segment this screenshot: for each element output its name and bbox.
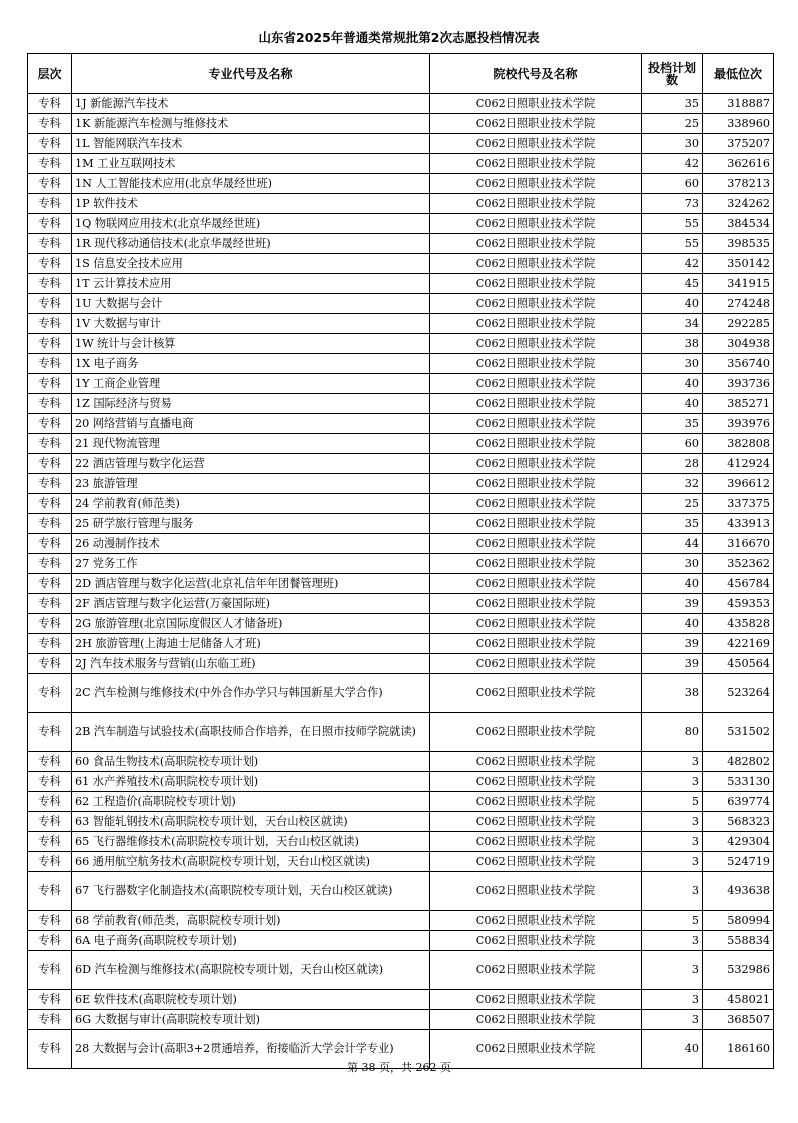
table-row [28,334,774,354]
admission-table [27,53,774,1069]
cell-plan: 39 [642,594,703,614]
header-plan: 投档计划数 [642,54,703,94]
cell-plan: 60 [642,174,703,194]
table-row [28,394,774,414]
cell-plan: 3 [642,852,703,872]
table-row [28,674,774,713]
cell-school: C062日照职业技术学院 [430,1010,642,1030]
cell-plan: 28 [642,454,703,474]
cell-plan: 44 [642,534,703,554]
table-row [28,494,774,514]
cell-plan: 40 [642,574,703,594]
cell-plan: 45 [642,274,703,294]
cell-level: 专科 [28,354,72,374]
cell-major: 1K 新能源汽车检测与维修技术 [72,114,430,134]
table-row [28,454,774,474]
cell-min-rank: 341915 [703,274,774,294]
cell-min-rank: 378213 [703,174,774,194]
cell-level: 专科 [28,772,72,792]
cell-level: 专科 [28,194,72,214]
cell-plan: 38 [642,334,703,354]
cell-major: 20 网络营销与直播电商 [72,414,430,434]
cell-plan: 3 [642,812,703,832]
cell-school: C062日照职业技术学院 [430,434,642,454]
cell-min-rank: 324262 [703,194,774,214]
cell-school: C062日照职业技术学院 [430,713,642,752]
cell-min-rank: 456784 [703,574,774,594]
cell-plan: 35 [642,414,703,434]
cell-school: C062日照职业技术学院 [430,294,642,314]
cell-school: C062日照职业技术学院 [430,114,642,134]
cell-major: 1L 智能网联汽车技术 [72,134,430,154]
cell-plan: 5 [642,792,703,812]
cell-plan: 55 [642,214,703,234]
cell-major: 61 水产养殖技术(高职院校专项计划) [72,772,430,792]
cell-min-rank: 433913 [703,514,774,534]
cell-school: C062日照职业技术学院 [430,214,642,234]
cell-major: 1N 人工智能技术应用(北京华晟经世班) [72,174,430,194]
cell-plan: 60 [642,434,703,454]
cell-major: 67 飞行器数字化制造技术(高职院校专项计划，天台山校区就读) [72,872,430,911]
cell-major: 25 研学旅行管理与服务 [72,514,430,534]
cell-plan: 35 [642,94,703,114]
cell-min-rank: 580994 [703,911,774,931]
cell-major: 1W 统计与会计核算 [72,334,430,354]
table-body [28,94,774,1069]
table-row [28,832,774,852]
cell-school: C062日照职业技术学院 [430,852,642,872]
cell-min-rank: 356740 [703,354,774,374]
cell-major: 66 通用航空航务技术(高职院校专项计划，天台山校区就读) [72,852,430,872]
cell-plan: 73 [642,194,703,214]
cell-level: 专科 [28,274,72,294]
cell-school: C062日照职业技术学院 [430,594,642,614]
cell-level: 专科 [28,514,72,534]
cell-level: 专科 [28,812,72,832]
table-row [28,274,774,294]
cell-min-rank: 352362 [703,554,774,574]
cell-school: C062日照职业技术学院 [430,554,642,574]
table-row [28,194,774,214]
cell-school: C062日照职业技术学院 [430,990,642,1010]
cell-school: C062日照职业技术学院 [430,254,642,274]
cell-school: C062日照职业技术学院 [430,911,642,931]
table-row [28,134,774,154]
cell-major: 1Z 国际经济与贸易 [72,394,430,414]
cell-school: C062日照职业技术学院 [430,494,642,514]
cell-major: 68 学前教育(师范类，高职院校专项计划) [72,911,430,931]
cell-plan: 3 [642,1010,703,1030]
cell-min-rank: 338960 [703,114,774,134]
cell-level: 专科 [28,214,72,234]
table-row [28,594,774,614]
cell-plan: 3 [642,951,703,990]
cell-plan: 40 [642,1030,703,1069]
cell-min-rank: 318887 [703,94,774,114]
cell-school: C062日照职业技术学院 [430,931,642,951]
cell-min-rank: 422169 [703,634,774,654]
table-row [28,812,774,832]
cell-min-rank: 482802 [703,752,774,772]
cell-plan: 3 [642,772,703,792]
cell-school: C062日照职业技术学院 [430,374,642,394]
cell-level: 专科 [28,314,72,334]
cell-school: C062日照职业技术学院 [430,174,642,194]
cell-min-rank: 337375 [703,494,774,514]
cell-major: 22 酒店管理与数字化运营 [72,454,430,474]
cell-level: 专科 [28,574,72,594]
cell-major: 1R 现代移动通信技术(北京华晟经世班) [72,234,430,254]
cell-major: 2J 汽车技术服务与营销(山东临工班) [72,654,430,674]
cell-level: 专科 [28,94,72,114]
table-row [28,374,774,394]
cell-major: 2C 汽车检测与维修技术(中外合作办学只与韩国新星大学合作) [72,674,430,713]
table-row [28,990,774,1010]
cell-level: 专科 [28,852,72,872]
cell-plan: 80 [642,713,703,752]
cell-min-rank: 186160 [703,1030,774,1069]
cell-major: 1Y 工商企业管理 [72,374,430,394]
cell-min-rank: 523264 [703,674,774,713]
cell-school: C062日照职业技术学院 [430,654,642,674]
cell-level: 专科 [28,374,72,394]
header-major: 专业代号及名称 [72,54,430,94]
table-row [28,634,774,654]
table-row [28,434,774,454]
cell-school: C062日照职业技术学院 [430,674,642,713]
table-row [28,474,774,494]
cell-min-rank: 533130 [703,772,774,792]
cell-plan: 25 [642,114,703,134]
cell-plan: 40 [642,374,703,394]
cell-school: C062日照职业技术学院 [430,1030,642,1069]
cell-school: C062日照职业技术学院 [430,634,642,654]
cell-level: 专科 [28,474,72,494]
table-row [28,911,774,931]
cell-major: 6D 汽车检测与维修技术(高职院校专项计划，天台山校区就读) [72,951,430,990]
cell-school: C062日照职业技术学院 [430,792,642,812]
cell-level: 专科 [28,931,72,951]
table-row [28,314,774,334]
cell-major: 2D 酒店管理与数字化运营(北京礼信年年团餐管理班) [72,574,430,594]
cell-level: 专科 [28,554,72,574]
table-row [28,614,774,634]
table-row [28,354,774,374]
cell-min-rank: 385271 [703,394,774,414]
cell-major: 2F 酒店管理与数字化运营(万豪国际班) [72,594,430,614]
cell-school: C062日照职业技术学院 [430,154,642,174]
cell-level: 专科 [28,334,72,354]
cell-min-rank: 362616 [703,154,774,174]
cell-school: C062日照职业技术学院 [430,314,642,334]
cell-school: C062日照职业技术学院 [430,772,642,792]
cell-min-rank: 493638 [703,872,774,911]
cell-major: 28 大数据与会计(高职3+2贯通培养，衔接临沂大学会计学专业) [72,1030,430,1069]
cell-plan: 55 [642,234,703,254]
table-row [28,713,774,752]
cell-major: 60 食品生物技术(高职院校专项计划) [72,752,430,772]
cell-level: 专科 [28,434,72,454]
cell-plan: 34 [642,314,703,334]
cell-major: 23 旅游管理 [72,474,430,494]
cell-min-rank: 382808 [703,434,774,454]
page-title: 山东省2025年普通类常规批第2次志愿投档情况表 [258,30,540,45]
cell-level: 专科 [28,951,72,990]
cell-min-rank: 568323 [703,812,774,832]
table-row [28,872,774,911]
cell-school: C062日照职业技术学院 [430,134,642,154]
cell-major: 65 飞行器维修技术(高职院校专项计划，天台山校区就读) [72,832,430,852]
cell-min-rank: 368507 [703,1010,774,1030]
table-row [28,752,774,772]
table-row [28,574,774,594]
cell-school: C062日照职业技术学院 [430,194,642,214]
cell-major: 1V 大数据与审计 [72,314,430,334]
cell-plan: 40 [642,614,703,634]
cell-min-rank: 350142 [703,254,774,274]
table-row [28,414,774,434]
cell-plan: 40 [642,294,703,314]
cell-min-rank: 524719 [703,852,774,872]
table-row [28,951,774,990]
table-row [28,772,774,792]
cell-plan: 30 [642,554,703,574]
cell-school: C062日照职业技术学院 [430,474,642,494]
cell-level: 专科 [28,832,72,852]
cell-level: 专科 [28,792,72,812]
cell-plan: 35 [642,514,703,534]
cell-school: C062日照职业技术学院 [430,414,642,434]
cell-min-rank: 458021 [703,990,774,1010]
cell-min-rank: 639774 [703,792,774,812]
cell-level: 专科 [28,654,72,674]
cell-level: 专科 [28,752,72,772]
table-row [28,1010,774,1030]
table-row [28,174,774,194]
cell-school: C062日照职业技术学院 [430,951,642,990]
cell-min-rank: 375207 [703,134,774,154]
cell-major: 24 学前教育(师范类) [72,494,430,514]
cell-level: 专科 [28,534,72,554]
table-row [28,554,774,574]
header-school: 院校代号及名称 [430,54,642,94]
cell-major: 62 工程造价(高职院校专项计划) [72,792,430,812]
cell-min-rank: 558834 [703,931,774,951]
cell-min-rank: 384534 [703,214,774,234]
cell-plan: 25 [642,494,703,514]
cell-level: 专科 [28,713,72,752]
cell-school: C062日照职业技术学院 [430,574,642,594]
cell-min-rank: 412924 [703,454,774,474]
cell-level: 专科 [28,154,72,174]
cell-level: 专科 [28,494,72,514]
cell-plan: 42 [642,254,703,274]
cell-level: 专科 [28,394,72,414]
cell-major: 21 现代物流管理 [72,434,430,454]
cell-min-rank: 435828 [703,614,774,634]
cell-plan: 38 [642,674,703,713]
cell-min-rank: 429304 [703,832,774,852]
cell-plan: 5 [642,911,703,931]
cell-major: 1T 云计算技术应用 [72,274,430,294]
cell-school: C062日照职业技术学院 [430,812,642,832]
page-footer: 第 38 页，共 262 页 [347,1061,451,1074]
cell-plan: 3 [642,990,703,1010]
table-row [28,514,774,534]
cell-plan: 40 [642,394,703,414]
cell-school: C062日照职业技术学院 [430,354,642,374]
table-row [28,852,774,872]
cell-major: 6G 大数据与审计(高职院校专项计划) [72,1010,430,1030]
cell-major: 6E 软件技术(高职院校专项计划) [72,990,430,1010]
cell-major: 1M 工业互联网技术 [72,154,430,174]
cell-level: 专科 [28,594,72,614]
cell-level: 专科 [28,234,72,254]
cell-plan: 3 [642,752,703,772]
cell-min-rank: 292285 [703,314,774,334]
cell-min-rank: 398535 [703,234,774,254]
cell-level: 专科 [28,990,72,1010]
cell-school: C062日照职业技术学院 [430,394,642,414]
cell-major: 2G 旅游管理(北京国际度假区人才储备班) [72,614,430,634]
table-row [28,931,774,951]
cell-plan: 3 [642,872,703,911]
table-row [28,792,774,812]
cell-plan: 39 [642,634,703,654]
cell-level: 专科 [28,1030,72,1069]
table-row [28,294,774,314]
cell-level: 专科 [28,872,72,911]
cell-plan: 32 [642,474,703,494]
cell-school: C062日照职业技术学院 [430,94,642,114]
cell-school: C062日照职业技术学院 [430,454,642,474]
cell-level: 专科 [28,911,72,931]
cell-major: 1S 信息安全技术应用 [72,254,430,274]
cell-school: C062日照职业技术学院 [430,514,642,534]
cell-plan: 39 [642,654,703,674]
cell-plan: 30 [642,134,703,154]
table-row [28,94,774,114]
cell-school: C062日照职业技术学院 [430,274,642,294]
cell-school: C062日照职业技术学院 [430,832,642,852]
cell-school: C062日照职业技术学院 [430,234,642,254]
cell-school: C062日照职业技术学院 [430,534,642,554]
cell-min-rank: 532986 [703,951,774,990]
cell-level: 专科 [28,294,72,314]
cell-level: 专科 [28,114,72,134]
cell-school: C062日照职业技术学院 [430,614,642,634]
table-row [28,214,774,234]
header-level: 层次 [28,54,72,94]
cell-major: 1J 新能源汽车技术 [72,94,430,114]
cell-level: 专科 [28,174,72,194]
cell-major: 27 党务工作 [72,554,430,574]
cell-school: C062日照职业技术学院 [430,872,642,911]
cell-plan: 42 [642,154,703,174]
cell-min-rank: 396612 [703,474,774,494]
cell-major: 6A 电子商务(高职院校专项计划) [72,931,430,951]
cell-major: 1X 电子商务 [72,354,430,374]
cell-min-rank: 393736 [703,374,774,394]
cell-level: 专科 [28,254,72,274]
cell-min-rank: 459353 [703,594,774,614]
cell-min-rank: 274248 [703,294,774,314]
cell-major: 1U 大数据与会计 [72,294,430,314]
cell-level: 专科 [28,614,72,634]
cell-level: 专科 [28,454,72,474]
cell-level: 专科 [28,634,72,654]
cell-plan: 30 [642,354,703,374]
cell-min-rank: 450564 [703,654,774,674]
table-header-row [28,54,774,94]
cell-major: 1Q 物联网应用技术(北京华晟经世班) [72,214,430,234]
cell-plan: 3 [642,832,703,852]
cell-major: 63 智能轧钢技术(高职院校专项计划，天台山校区就读) [72,812,430,832]
cell-level: 专科 [28,674,72,713]
cell-major: 2H 旅游管理(上海迪士尼储备人才班) [72,634,430,654]
header-min-rank: 最低位次 [703,54,774,94]
table-row [28,654,774,674]
cell-major: 1P 软件技术 [72,194,430,214]
cell-min-rank: 316670 [703,534,774,554]
cell-level: 专科 [28,134,72,154]
table-row [28,254,774,274]
cell-min-rank: 531502 [703,713,774,752]
cell-school: C062日照职业技术学院 [430,334,642,354]
table-row [28,154,774,174]
cell-min-rank: 304938 [703,334,774,354]
cell-plan: 3 [642,931,703,951]
cell-level: 专科 [28,414,72,434]
cell-major: 26 动漫制作技术 [72,534,430,554]
table-row [28,534,774,554]
table-row [28,114,774,134]
cell-min-rank: 393976 [703,414,774,434]
cell-major: 2B 汽车制造与试验技术(高职技师合作培养，在日照市技师学院就读) [72,713,430,752]
cell-school: C062日照职业技术学院 [430,752,642,772]
cell-level: 专科 [28,1010,72,1030]
table-row [28,234,774,254]
